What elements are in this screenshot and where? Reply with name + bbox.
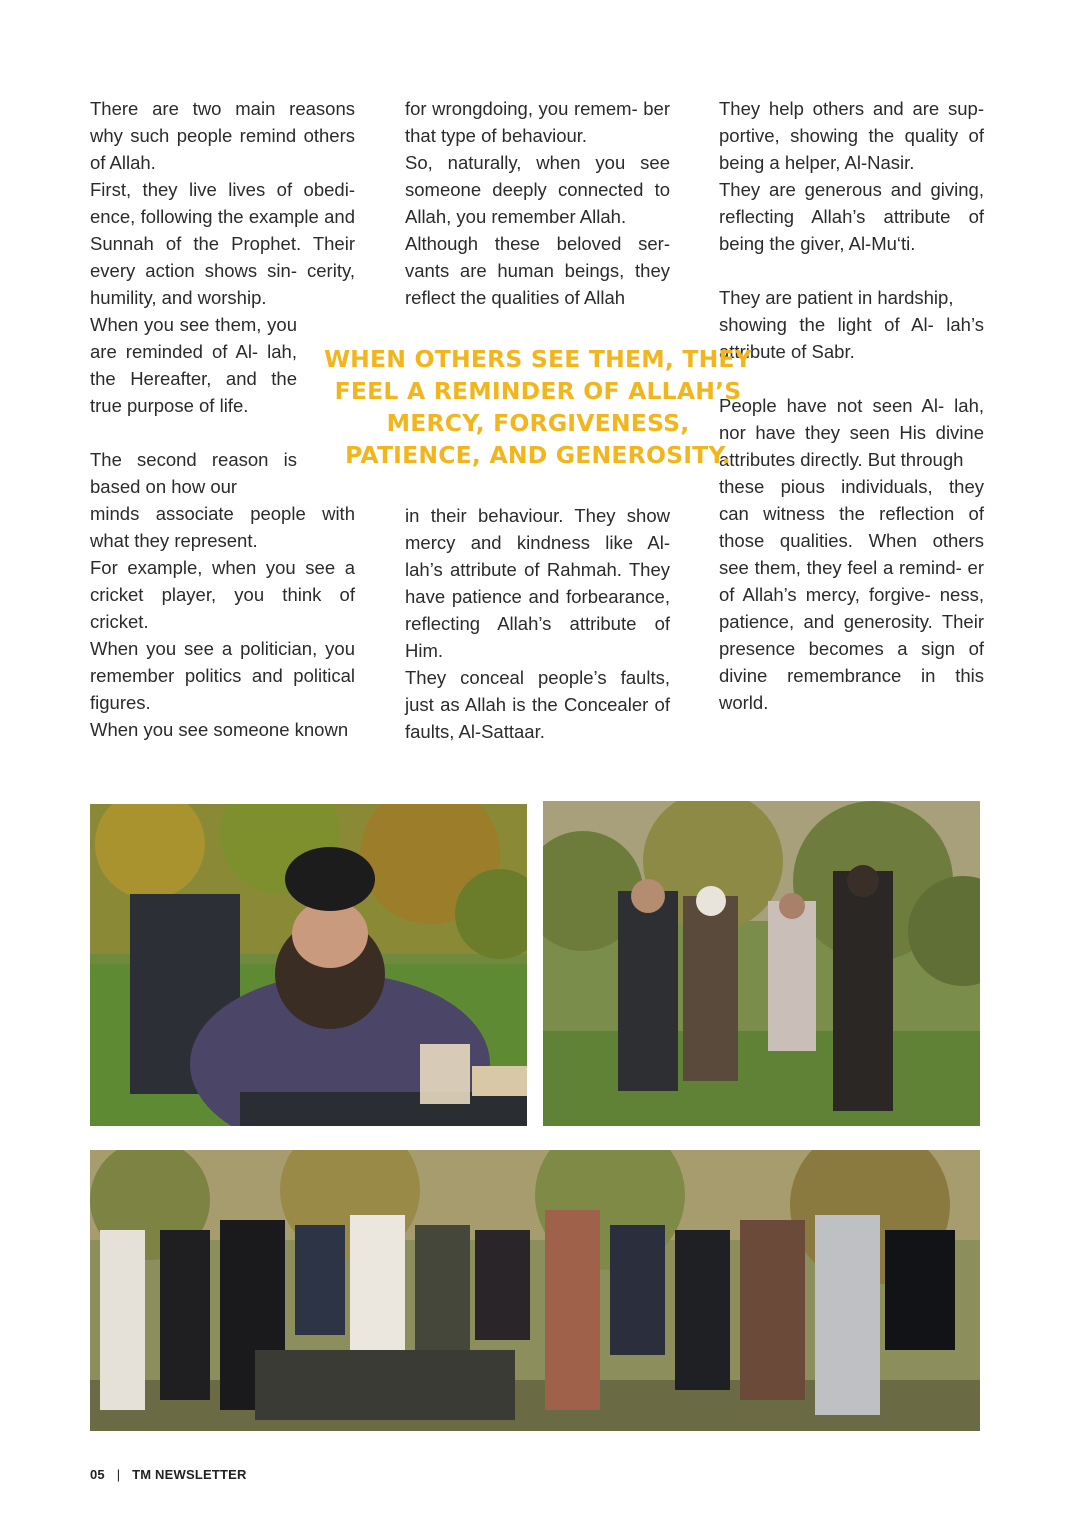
paragraph: for wrongdoing, you remem- ber that type of behaviour.: [405, 98, 670, 146]
paragraph: They are generous and giving, reflecting Allah’s attribute of being the giver, Al-Mu‘ti.: [719, 179, 984, 254]
paragraph: They conceal people’s faults, just as Allah is the Concealer of faults, Al-Sattaar.: [405, 667, 670, 742]
publication-name: TM NEWSLETTER: [132, 1467, 247, 1482]
paragraph: People have not seen Al- lah, nor have they seen His divine attributes directly. But through: [719, 395, 984, 470]
paragraph: When you see someone known: [90, 719, 349, 740]
paragraph: Although these beloved ser- vants are human beings, they reflect the qualities of Allah: [405, 233, 670, 308]
paragraph: minds associate people with what they represent.: [90, 503, 355, 551]
article-column-3: [719, 95, 984, 716]
page-footer: [90, 1467, 247, 1482]
paragraph: There are two main reasons why such people remind others of Allah.: [90, 98, 355, 173]
paragraph: For example, when you see a cricket player, you think of cricket.: [90, 557, 355, 632]
paragraph: When you see them, you are reminded of Al- lah, the Hereafter, and the true purpose of life.: [90, 314, 297, 416]
paragraph: When you see a politician, you remember politics and political figures.: [90, 638, 355, 713]
paragraph: showing the light of Al- lah’s attribute of Sabr.: [719, 314, 984, 362]
paragraph: They help others and are sup- portive, showing the quality of being a helper, Al-Nasir.: [719, 98, 984, 173]
photo-seated-scholar: [90, 804, 527, 1126]
paragraph: First, they live lives of obedi- ence, following the example and Sunnah of the Prophet. Their every action shows sin- cerity, humility, and worship.: [90, 179, 355, 308]
paragraph: these pious individuals, they can witness the reflection of those qualities. When others see them, they feel a remind- er of Allah’s mercy, forgive- ness, patience, and generosity. Their presence becomes a sign of divine remembrance in this world.: [719, 476, 984, 713]
paragraph: So, naturally, when you see someone deeply connected to Allah, you remember Allah.: [405, 152, 670, 227]
article-column-2-top: [405, 95, 670, 311]
article-column-2-bottom: [405, 502, 670, 745]
paragraph: The second reason is based on how our: [90, 449, 297, 497]
page-number: 05: [90, 1467, 105, 1482]
footer-separator: |: [116, 1467, 121, 1482]
pull-quote: WHEN OTHERS SEE THEM, THEY FEEL A REMINDER OF ALLAH’S MERCY, FORGIVENESS, PATIENCE, AND GENEROSITY.: [324, 345, 752, 469]
paragraph: in their behaviour. They show mercy and kindness like Al- lah’s attribute of Rahmah. They have patience and forbearance, reflecting Allah’s attribute of Him.: [405, 505, 670, 661]
photo-four-men-standing: [543, 801, 980, 1126]
paragraph: They are patient in hardship,: [719, 287, 954, 308]
photo-group: [90, 1150, 980, 1431]
article-column-1: [90, 95, 355, 743]
